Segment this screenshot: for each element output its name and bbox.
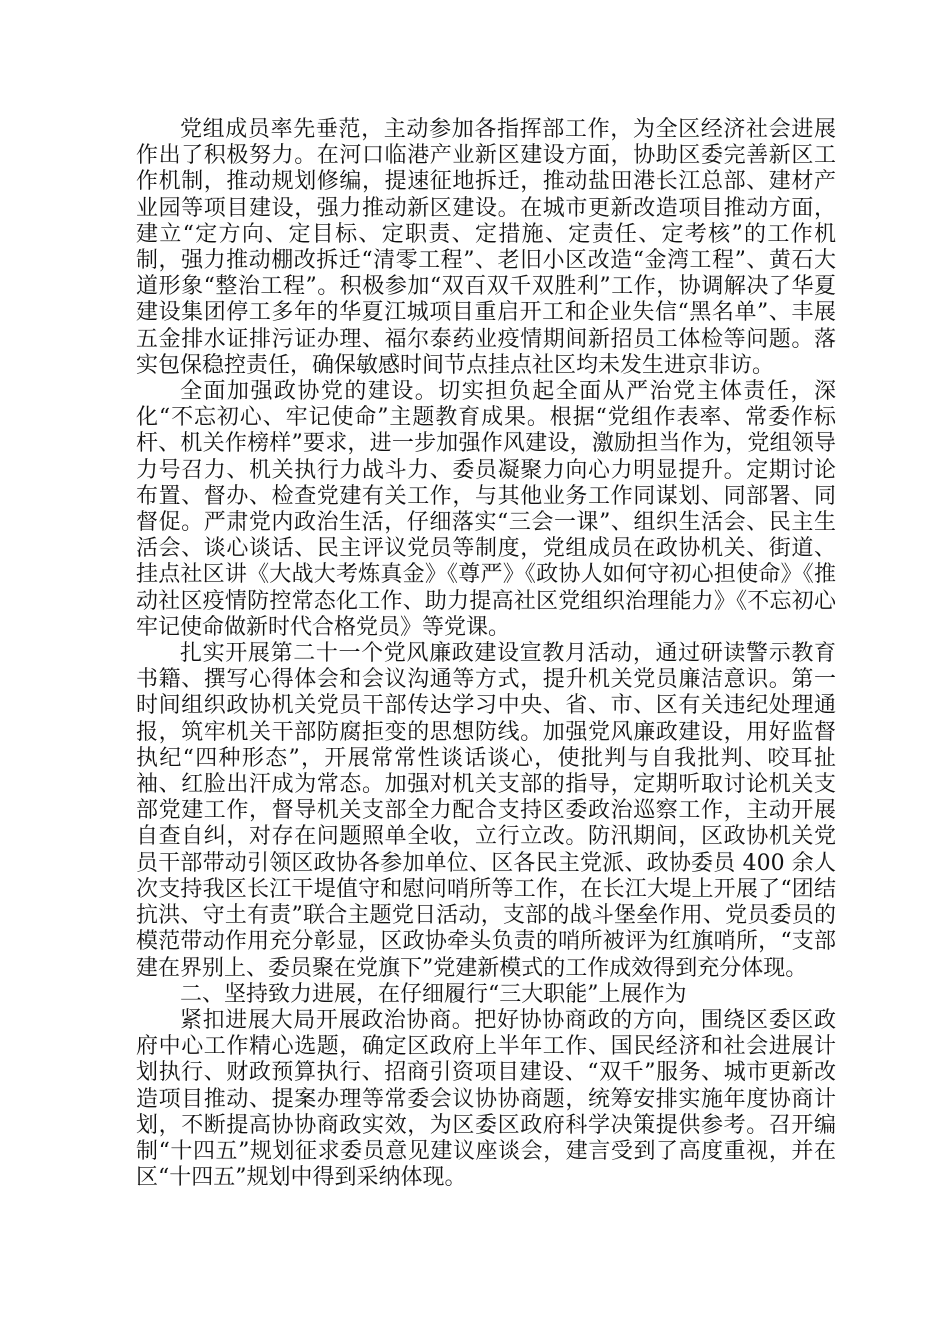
paragraph-party-building: 全面加强政协党的建设。切实担负起全面从严治党主体责任，深化“不忘初心、牢记使命”主题教育成果。根据“党组作表率、常委作标杆、机关作榜样”要求，进一步加强作风建设，激励担当作为，党组领导力号召力、机关执行力战斗力、委员凝聚力向心力明显提升。定期讨论布置、督办、检查党建有关工作，与其他业务工作同谋划、同部署、同督促。严肃党内政治生活，仔细落实“三会一课”、组织生活会、民主生活会、谈心谈话、民主评议党员等制度，党组成员在政协机关、街道、挂点社区讲《大战大考炼真金》《尊严》《政协人如何守初心担使命》《推动社区疫情防控常态化工作、助力提高社区党组织治理能力》《不忘初心牢记使命做新时代合格党员》等党课。 <box>136 379 836 640</box>
paragraph-clean-government: 扎实开展第二十一个党风廉政建设宣教月活动，通过研读警示教育书籍、撰写心得体会和会议沟通等方式，提升机关党员廉洁意识。第一时间组织政协机关党员干部传达学习中央、省、市、区有关违纪处理通报，筑牢机关干部防腐拒变的思想防线。加强党风廉政建设，用好监督执纪“四种形态”，开展常常性谈话谈心，使批判与自我批判、咬耳扯袖、红脸出汗成为常态。加强对机关支部的指导，定期听取讨论机关支部党建工作，督导机关支部全力配合支持区委政治巡察工作，主动开展自查自纠，对存在问题照单全收，立行立改。防汛期间，区政协机关党员干部带动引领区政协各参加单位、区各民主党派、政协委员 400 余人次支持我区长江干堤值守和慰问哨所等工作，在长江大堤上开展了“团结抗洪、守土有责”联合主题党日活动，支部的战斗堡垒作用、党员委员的模范带动作用充分彰显，区政协牵头负责的哨所被评为红旗哨所，“支部建在界别上、委员聚在党旗下”党建新模式的工作成效得到充分体现。 <box>136 641 836 981</box>
document-page <box>136 117 836 1191</box>
section-heading: 二、坚持致力进展，在仔细履行“三大职能”上展作为 <box>180 981 687 1007</box>
paragraph-political-consultation: 紧扣进展大局开展政治协商。把好协协商政的方向，围绕区委区政府中心工作精心选题，确定区政府上半年工作、国民经济和社会进展计划执行、财政预算执行、招商引资项目建设、“双千”服务、城市更新改造项目推动、提案办理等常委会议协协商题，统筹安排实施年度协商计划，不断提高协协商政实效，为区委区政府科学决策提供参考。召开编制“十四五”规划征求委员意见建议座谈会，建言受到了高度重视，并在区“十四五”规划中得到采纳体现。 <box>136 1007 836 1191</box>
paragraph-party-members: 党组成员率先垂范，主动参加各指挥部工作，为全区经济社会进展作出了积极努力。在河口临港产业新区建设方面，协助区委完善新区工作机制，推动规划修编，提速征地拆迁，推动盐田港长江总部、建材产业园等项目建设，强力推动新区建设。在城市更新改造项目推动方面，建立“定方向、定目标、定职责、定措施、定责任、定考核”的工作机制，强力推动棚改拆迁“清零工程”、老旧小区改造“金湾工程”、黄石大道形象“整治工程”。积极参加“双百双千双胜利”工作，协调解决了华夏建设集团停工多年的华夏江城项目重启开工和企业失信“黑名单”、丰展五金排水证排污证办理、福尔泰药业疫情期间新招员工体检等问题。落实包保稳控责任，确保敏感时间节点挂点社区均未发生进京非访。 <box>136 117 836 378</box>
